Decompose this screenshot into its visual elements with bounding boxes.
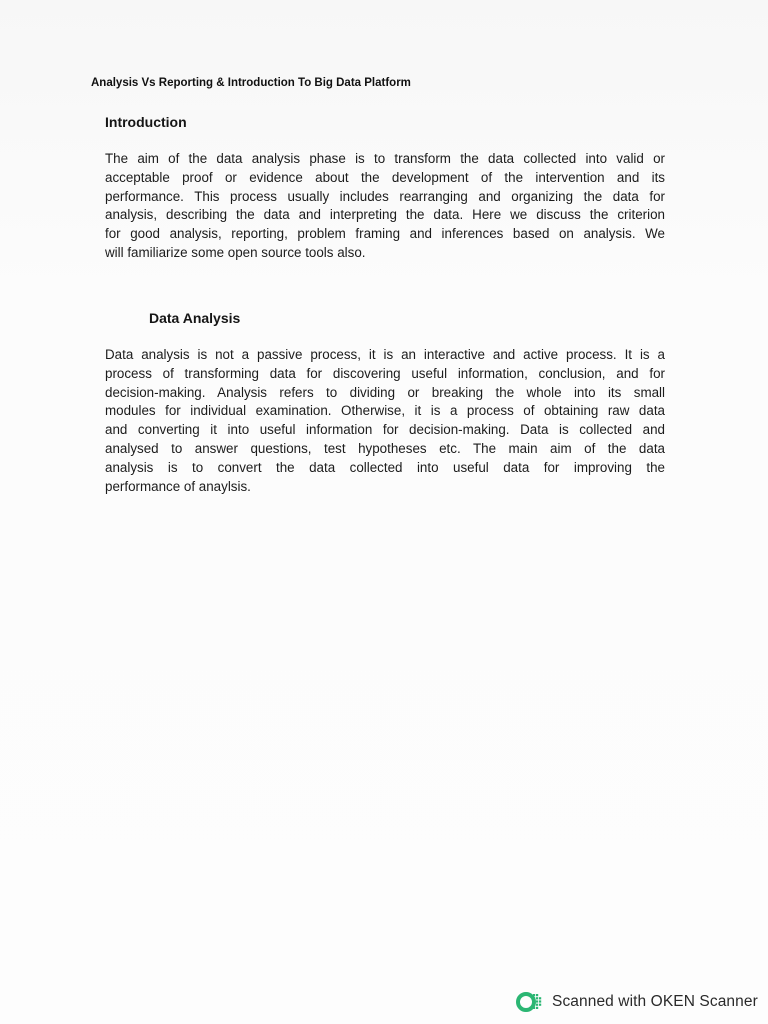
paragraph-line: Data analysis is not a passive process, it is an interactive and active process. It is a <box>105 347 665 362</box>
section-heading-data-analysis: Data Analysis <box>149 310 241 326</box>
document-title: Analysis Vs Reporting & Introduction To Big Data Platform <box>91 77 411 89</box>
paragraph-line: process of transforming data for discovering useful information, conclusion, and for <box>105 365 665 381</box>
introduction-paragraph <box>105 150 665 263</box>
paragraph-line: The aim of the data analysis phase is to transform the data collected into valid or <box>105 151 665 166</box>
paragraph-line: decision-making. Analysis refers to dividing or breaking the whole into its small <box>105 384 665 400</box>
paragraph-line: analysis, describing the data and interpreting the data. Here we discuss the criterion <box>105 207 665 223</box>
paragraph-line: analysis is to convert the data collected into useful data for improving the <box>105 459 665 475</box>
data-analysis-paragraph <box>105 346 665 496</box>
paragraph-line: acceptable proof or evidence about the development of the intervention and its <box>105 169 665 185</box>
paragraph-line: for good analysis, reporting, problem framing and inferences based on analysis. We <box>105 226 665 242</box>
paragraph-line: modules for individual examination. Otherwise, it is a process of obtaining raw data <box>105 403 665 419</box>
paragraph-line: analysed to answer questions, test hypotheses etc. The main aim of the data <box>105 440 665 456</box>
paragraph-line: and converting it into useful information for decision-making. Data is collected and <box>105 422 665 438</box>
paragraph-line: performance of anaylsis. <box>105 478 251 494</box>
section-heading-introduction: Introduction <box>105 114 187 130</box>
paragraph-line: performance. This process usually includes rearranging and organizing the data for <box>105 188 665 204</box>
scanner-watermark-text: Scanned with OKEN Scanner <box>552 993 758 1010</box>
scanner-watermark <box>516 990 758 1014</box>
paragraph-line: will familiarize some open source tools also. <box>105 244 366 260</box>
oken-scanner-logo-icon <box>516 991 542 1013</box>
